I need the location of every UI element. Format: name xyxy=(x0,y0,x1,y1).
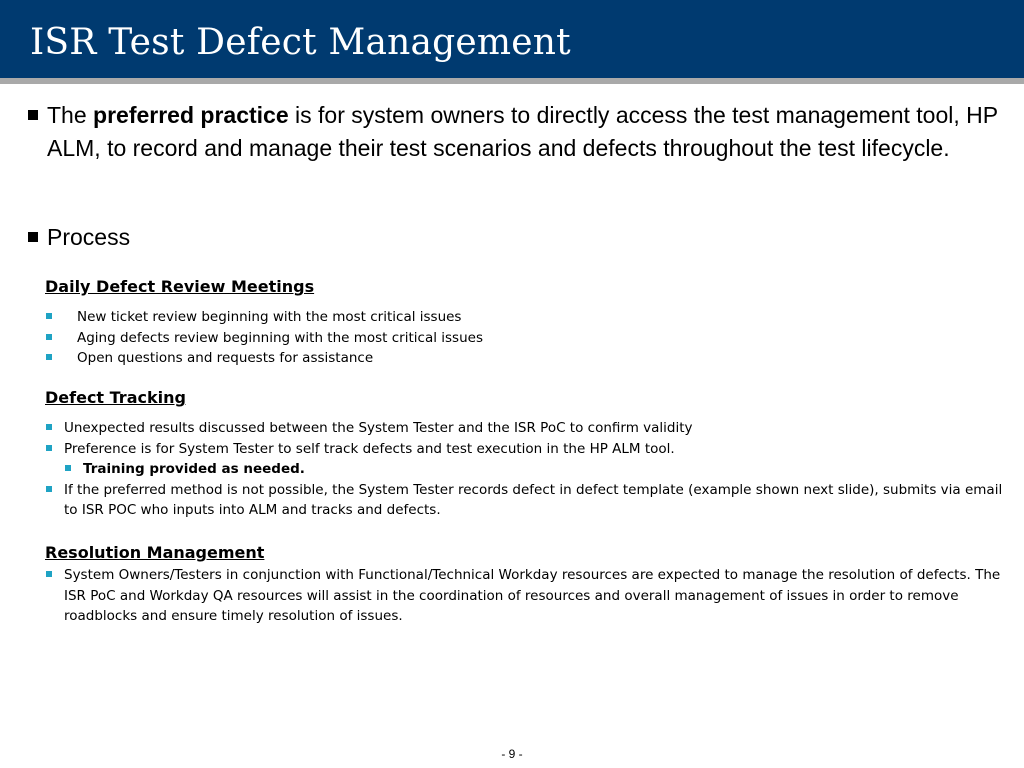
process-bullet xyxy=(28,221,1008,254)
list-item-text: Aging defects review beginning with the most critical issues xyxy=(77,329,483,346)
square-bullet-icon xyxy=(46,424,52,430)
list-item-text: Training provided as needed. xyxy=(83,461,305,477)
square-bullet-icon xyxy=(46,313,52,319)
intro-bold: preferred practice xyxy=(93,102,289,128)
square-bullet-icon xyxy=(46,354,52,360)
intro-bullet xyxy=(28,99,1008,165)
slide-header xyxy=(0,0,1024,84)
list-item-text: Preference is for System Tester to self track defects and test execution in the HP ALM tool. xyxy=(64,440,675,457)
list-item-text: New ticket review beginning with the most critical issues xyxy=(77,309,462,325)
list-item xyxy=(45,459,1005,480)
section-title-resolution: Resolution Management xyxy=(45,543,265,562)
section-title-tracking: Defect Tracking xyxy=(45,388,186,407)
square-bullet-icon xyxy=(28,110,38,120)
list-item xyxy=(45,348,1005,369)
intro-text xyxy=(28,99,1008,165)
section-title-daily: Daily Defect Review Meetings xyxy=(45,277,315,296)
intro-suffix: is for system owners to directly access the test management tool, HP ALM, to record and manage their test scenarios and defects throughout the test lifecycle. xyxy=(47,102,998,161)
list-item xyxy=(45,439,1005,460)
process-label: Process xyxy=(47,224,131,250)
daily-list xyxy=(45,307,1005,369)
square-bullet-icon xyxy=(46,445,52,451)
page-number: - 9 - xyxy=(501,747,523,761)
square-bullet-icon xyxy=(46,571,52,577)
slide-title: ISR Test Defect Management xyxy=(30,22,571,63)
list-item xyxy=(45,565,1005,627)
list-item-text: Unexpected results discussed between the System Tester and the ISR PoC to confirm validity xyxy=(64,420,693,436)
square-bullet-icon xyxy=(46,486,52,492)
square-bullet-icon xyxy=(46,334,52,340)
list-item xyxy=(45,480,1005,521)
square-bullet-icon xyxy=(65,465,71,471)
list-item xyxy=(45,328,1005,349)
intro-prefix: The xyxy=(47,102,94,128)
list-item-text: System Owners/Testers in conjunction with Functional/Technical Workday resources are expected to manage the resolution of defects. The ISR PoC and Workday QA resources will assist in the coordination of resources and overall management of issues in order to remove roadblocks and ensure timely resolution of issues. xyxy=(64,567,1001,624)
tracking-list xyxy=(45,418,1005,521)
list-item xyxy=(45,418,1005,439)
list-item xyxy=(45,307,1005,328)
list-item-text: Open questions and requests for assistance xyxy=(77,350,374,366)
list-item-text: If the preferred method is not possible, the System Tester records defect in defect template (example shown next slide), submits via email to ISR POC who inputs into ALM and tracks and defects. xyxy=(64,481,1003,518)
square-bullet-icon xyxy=(28,232,38,242)
resolution-list xyxy=(45,565,1005,627)
